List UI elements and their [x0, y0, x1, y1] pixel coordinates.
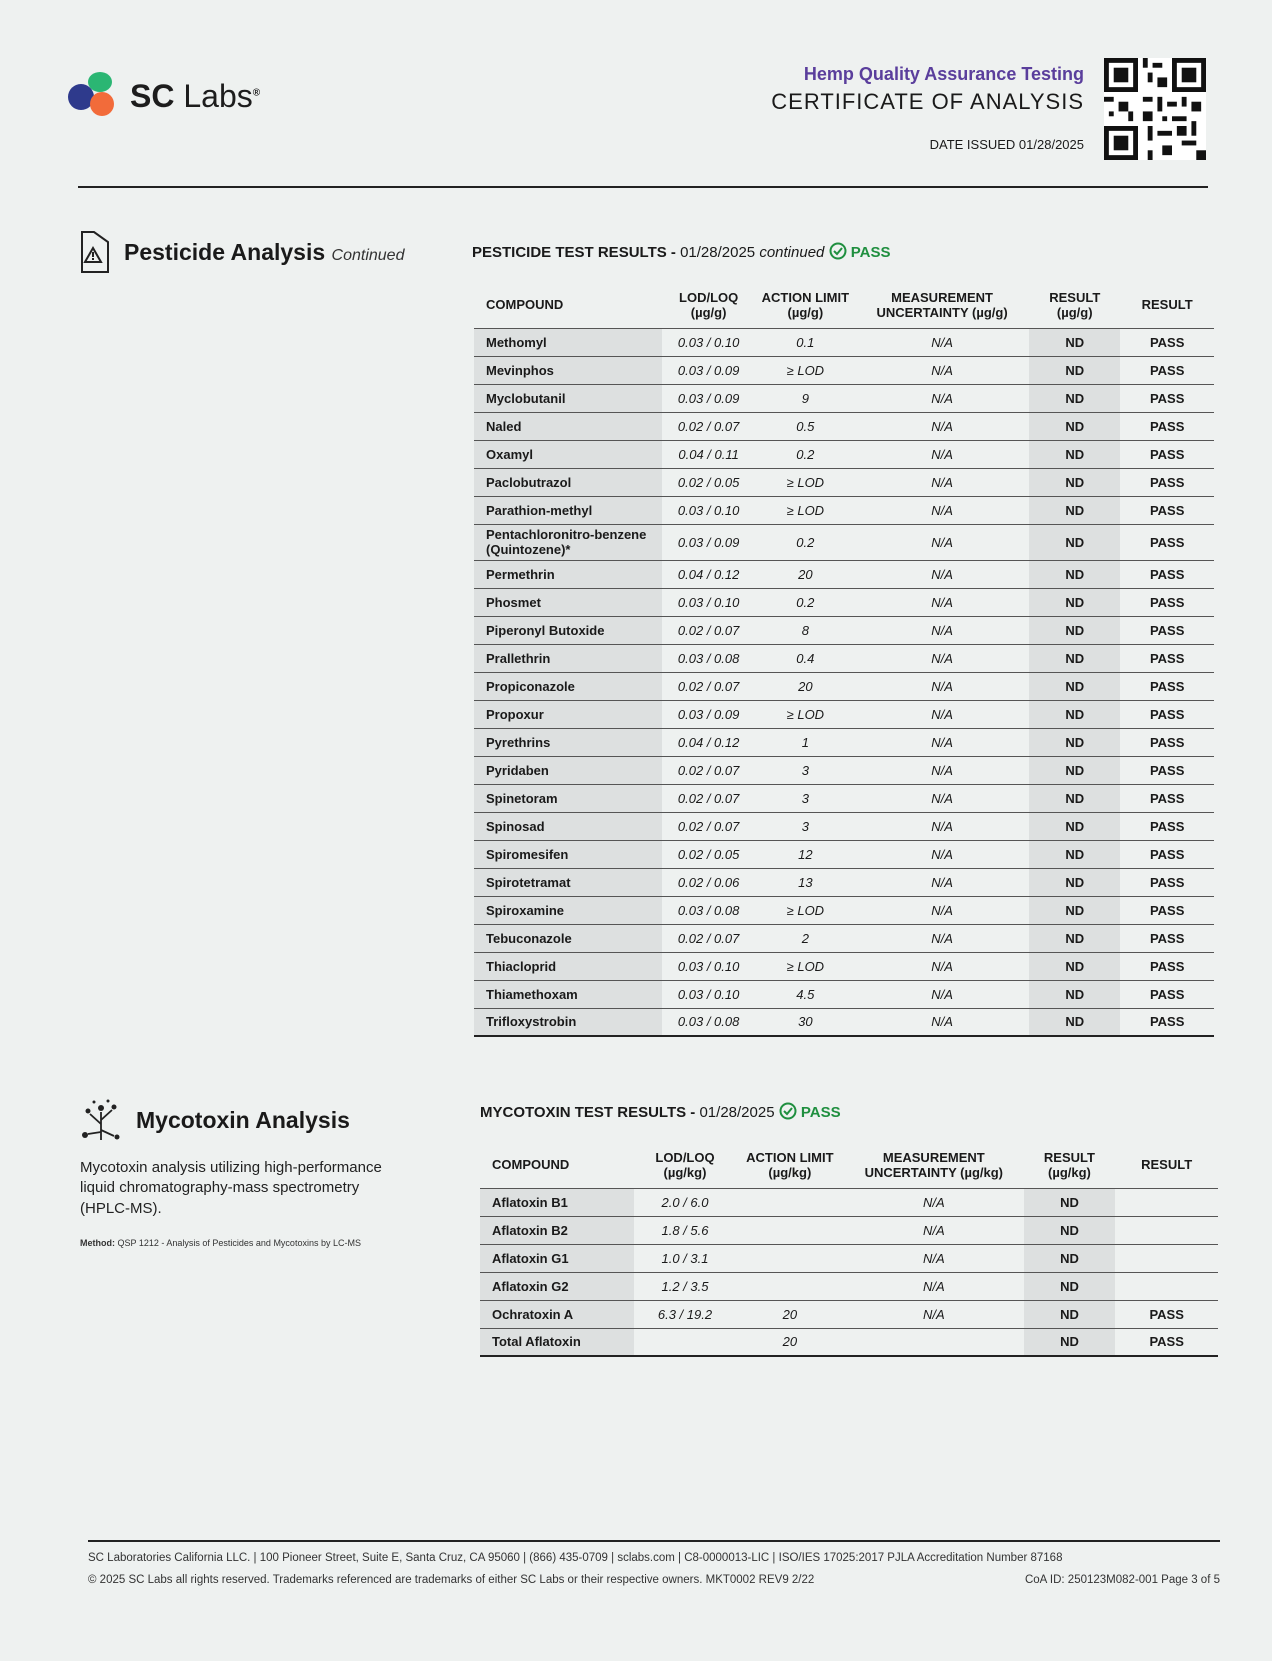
cell-lod-loq: 0.03 / 0.09: [662, 524, 756, 560]
cell-compound: Aflatoxin G1: [480, 1244, 634, 1272]
cell-uncertainty: N/A: [855, 700, 1029, 728]
cell-result: PASS: [1120, 468, 1214, 496]
col-result-value: RESULT (µg/g): [1049, 289, 1101, 320]
cell-compound: Aflatoxin G2: [480, 1272, 634, 1300]
cell-lod-loq: 0.03 / 0.08: [662, 896, 756, 924]
cell-compound: Propiconazole: [474, 672, 662, 700]
cell-result-value: ND: [1024, 1272, 1116, 1300]
mycotoxin-section-title: [80, 1098, 350, 1142]
cell-action-limit: 3: [756, 784, 855, 812]
col-result: RESULT: [1141, 1157, 1193, 1173]
cell-action-limit: [736, 1244, 844, 1272]
cell-uncertainty: N/A: [844, 1216, 1024, 1244]
cell-result: PASS: [1115, 1328, 1218, 1356]
cell-compound: Methomyl: [474, 328, 662, 356]
cell-uncertainty: [844, 1328, 1024, 1356]
cell-result-value: ND: [1029, 924, 1120, 952]
table-row: [474, 756, 1214, 784]
cell-lod-loq: 0.03 / 0.09: [662, 384, 756, 412]
cell-action-limit: 9: [756, 384, 855, 412]
cell-result-value: ND: [1029, 756, 1120, 784]
cell-lod-loq: 0.03 / 0.08: [662, 644, 756, 672]
cell-action-limit: ≥ LOD: [756, 468, 855, 496]
cell-compound: Trifloxystrobin: [474, 1008, 662, 1036]
cell-uncertainty: N/A: [855, 812, 1029, 840]
table-row: [474, 952, 1214, 980]
header-subtitle: Hemp Quality Assurance Testing: [803, 64, 1084, 84]
table-row: [474, 896, 1214, 924]
cell-uncertainty: N/A: [844, 1244, 1024, 1272]
cell-action-limit: ≥ LOD: [756, 896, 855, 924]
cell-result: [1115, 1216, 1218, 1244]
cell-result: [1115, 1188, 1218, 1216]
footer-address: SC Laboratories California LLC. | 100 Pioneer Street, Suite E, Santa Cruz, CA 95060 | (866) 435-0709 | sclabs.com | C8-0000013-LIC | ISO/IES 17025:2017 PJLA Accreditation Number 87168: [88, 1552, 1063, 1564]
cell-uncertainty: N/A: [855, 616, 1029, 644]
cell-result-value: ND: [1024, 1328, 1116, 1356]
table-row: [474, 700, 1214, 728]
footer-copyright-row: [88, 1574, 1220, 1586]
cell-result-value: ND: [1029, 644, 1120, 672]
cell-action-limit: 12: [756, 840, 855, 868]
cell-lod-loq: 0.02 / 0.07: [662, 812, 756, 840]
cell-result-value: ND: [1029, 616, 1120, 644]
cell-uncertainty: N/A: [855, 384, 1029, 412]
check-circle-icon: [779, 1102, 797, 1120]
cell-result: PASS: [1120, 440, 1214, 468]
table-row: [474, 468, 1214, 496]
cell-result: PASS: [1120, 412, 1214, 440]
cell-result-value: ND: [1029, 468, 1120, 496]
cell-action-limit: 3: [756, 812, 855, 840]
cell-uncertainty: N/A: [855, 440, 1029, 468]
cell-result-value: ND: [1029, 812, 1120, 840]
cell-lod-loq: 2.0 / 6.0: [634, 1188, 735, 1216]
cell-result-value: ND: [1024, 1216, 1116, 1244]
cell-lod-loq: 0.02 / 0.05: [662, 468, 756, 496]
cell-action-limit: [736, 1216, 844, 1244]
cell-result-value: ND: [1029, 496, 1120, 524]
cell-uncertainty: N/A: [855, 412, 1029, 440]
cell-result: PASS: [1120, 896, 1214, 924]
cell-result-value: ND: [1024, 1188, 1116, 1216]
footer-copyright: © 2025 SC Labs all rights reserved. Trademarks referenced are trademarks of either SC Labs or their respective owners. MKT0002 REV9 2/22: [88, 1574, 815, 1586]
cell-result: PASS: [1120, 328, 1214, 356]
cell-compound: Spiroxamine: [474, 896, 662, 924]
table-row: [474, 384, 1214, 412]
table-row: [480, 1328, 1218, 1356]
logo-mark: [68, 68, 118, 124]
cell-result-value: ND: [1029, 588, 1120, 616]
table-row: [474, 412, 1214, 440]
col-action-limit: ACTION LIMIT (µg/g): [761, 289, 850, 320]
cell-lod-loq: 0.04 / 0.12: [662, 560, 756, 588]
cell-uncertainty: N/A: [855, 924, 1029, 952]
cell-result: PASS: [1120, 356, 1214, 384]
cell-action-limit: 8: [756, 616, 855, 644]
cell-result: PASS: [1115, 1300, 1218, 1328]
table-row: [480, 1188, 1218, 1216]
cell-action-limit: 1: [756, 728, 855, 756]
cell-lod-loq: 0.03 / 0.10: [662, 588, 756, 616]
cell-lod-loq: 0.03 / 0.09: [662, 700, 756, 728]
cell-lod-loq: 0.03 / 0.10: [662, 952, 756, 980]
cell-lod-loq: 0.02 / 0.07: [662, 924, 756, 952]
cell-uncertainty: N/A: [844, 1300, 1024, 1328]
cell-result-value: ND: [1029, 784, 1120, 812]
cell-result: PASS: [1120, 812, 1214, 840]
cell-uncertainty: N/A: [855, 868, 1029, 896]
cell-action-limit: 2: [756, 924, 855, 952]
cell-result: PASS: [1120, 1008, 1214, 1036]
cell-result: PASS: [1120, 784, 1214, 812]
check-circle-icon: [829, 242, 847, 260]
cell-uncertainty: N/A: [855, 784, 1029, 812]
cell-action-limit: [736, 1188, 844, 1216]
cell-action-limit: ≥ LOD: [756, 952, 855, 980]
logo-wordmark: SC Labs®: [130, 77, 261, 114]
cell-compound: Thiamethoxam: [474, 980, 662, 1008]
cell-action-limit: ≥ LOD: [756, 356, 855, 384]
mycotoxin-spore-icon: [80, 1098, 122, 1142]
header-divider: [78, 186, 1208, 188]
cell-action-limit: ≥ LOD: [756, 496, 855, 524]
cell-compound: Aflatoxin B2: [480, 1216, 634, 1244]
cell-lod-loq: [634, 1328, 735, 1356]
cell-uncertainty: N/A: [855, 728, 1029, 756]
cell-lod-loq: 0.02 / 0.07: [662, 756, 756, 784]
mycotoxin-method: Method: QSP 1212 - Analysis of Pesticides and Mycotoxins by LC-MS: [80, 1238, 361, 1248]
cell-action-limit: 20: [736, 1300, 844, 1328]
col-lod-loq: LOD/LOQ (µg/g): [679, 289, 739, 320]
cell-compound: Total Aflatoxin: [480, 1328, 634, 1356]
cell-uncertainty: N/A: [855, 1008, 1029, 1036]
cell-compound: Spirotetramat: [474, 868, 662, 896]
table-row: [474, 672, 1214, 700]
cell-action-limit: ≥ LOD: [756, 700, 855, 728]
table-row: [474, 644, 1214, 672]
cell-compound: Permethrin: [474, 560, 662, 588]
cell-action-limit: 0.2: [756, 524, 855, 560]
cell-uncertainty: N/A: [855, 672, 1029, 700]
cell-compound: Oxamyl: [474, 440, 662, 468]
cell-result: PASS: [1120, 756, 1214, 784]
col-result: RESULT: [1141, 297, 1193, 313]
table-row: [474, 440, 1214, 468]
cell-compound: Pyrethrins: [474, 728, 662, 756]
cell-result: [1115, 1272, 1218, 1300]
cell-lod-loq: 0.03 / 0.10: [662, 328, 756, 356]
cell-result-value: ND: [1029, 328, 1120, 356]
cell-lod-loq: 0.02 / 0.07: [662, 672, 756, 700]
document-header: [771, 64, 1084, 152]
pesticide-results-heading: PESTICIDE TEST RESULTS - 01/28/2025 continued PASS: [472, 244, 891, 261]
cell-result-value: ND: [1029, 440, 1120, 468]
table-row: [474, 588, 1214, 616]
cell-result: PASS: [1120, 644, 1214, 672]
table-row: [474, 356, 1214, 384]
cell-result-value: ND: [1024, 1300, 1116, 1328]
cell-result-value: ND: [1029, 524, 1120, 560]
table-row: [480, 1300, 1218, 1328]
cell-action-limit: 4.5: [756, 980, 855, 1008]
cell-uncertainty: N/A: [844, 1272, 1024, 1300]
pesticide-pass-badge: PASS: [829, 244, 891, 261]
table-row: [474, 496, 1214, 524]
col-action-limit: ACTION LIMIT (µg/kg): [746, 1149, 834, 1180]
cell-uncertainty: N/A: [855, 952, 1029, 980]
cell-result: PASS: [1120, 952, 1214, 980]
mycotoxin-description: Mycotoxin analysis utilizing high-performance liquid chromatography-mass spectrometry (HPLC-MS).: [80, 1159, 382, 1217]
table-row: [474, 560, 1214, 588]
cell-result: PASS: [1120, 868, 1214, 896]
cell-lod-loq: 0.03 / 0.09: [662, 356, 756, 384]
cell-uncertainty: N/A: [855, 840, 1029, 868]
table-row: [474, 328, 1214, 356]
col-uncertainty: MEASUREMENT UNCERTAINTY (µg/g): [876, 289, 1008, 320]
cell-action-limit: 3: [756, 756, 855, 784]
cell-action-limit: 0.5: [756, 412, 855, 440]
cell-lod-loq: 0.03 / 0.10: [662, 496, 756, 524]
cell-uncertainty: N/A: [855, 328, 1029, 356]
cell-compound: Naled: [474, 412, 662, 440]
table-row: [474, 524, 1214, 560]
cell-compound: Pyridaben: [474, 756, 662, 784]
cell-result-value: ND: [1029, 412, 1120, 440]
cell-result: PASS: [1120, 384, 1214, 412]
mycotoxin-title: Mycotoxin Analysis: [136, 1106, 350, 1133]
table-row: [474, 868, 1214, 896]
cell-result: PASS: [1120, 840, 1214, 868]
cell-uncertainty: N/A: [855, 644, 1029, 672]
cell-uncertainty: N/A: [855, 496, 1029, 524]
cell-compound: Spinetoram: [474, 784, 662, 812]
cell-result-value: ND: [1029, 672, 1120, 700]
cell-uncertainty: N/A: [855, 524, 1029, 560]
cell-compound: Mevinphos: [474, 356, 662, 384]
cell-result-value: ND: [1024, 1244, 1116, 1272]
cell-compound: Ochratoxin A: [480, 1300, 634, 1328]
cell-uncertainty: N/A: [855, 356, 1029, 384]
cell-lod-loq: 0.04 / 0.12: [662, 728, 756, 756]
cell-compound: Paclobutrazol: [474, 468, 662, 496]
cell-compound: Aflatoxin B1: [480, 1188, 634, 1216]
cell-lod-loq: 0.02 / 0.07: [662, 412, 756, 440]
cell-result: PASS: [1120, 560, 1214, 588]
cell-result: [1115, 1244, 1218, 1272]
pesticide-section-title: [76, 230, 404, 274]
pesticide-results-table: [474, 282, 1214, 1037]
cell-action-limit: 0.2: [756, 588, 855, 616]
cell-uncertainty: N/A: [855, 896, 1029, 924]
col-compound: COMPOUND: [486, 297, 564, 313]
table-row: [474, 980, 1214, 1008]
cell-lod-loq: 1.8 / 5.6: [634, 1216, 735, 1244]
pesticide-title: Pesticide Analysis Continued: [124, 238, 405, 265]
col-uncertainty: MEASUREMENT UNCERTAINTY (µg/kg): [864, 1149, 1004, 1180]
cell-compound: Tebuconazole: [474, 924, 662, 952]
cell-lod-loq: 0.02 / 0.07: [662, 784, 756, 812]
cell-compound: Myclobutanil: [474, 384, 662, 412]
cell-lod-loq: 1.0 / 3.1: [634, 1244, 735, 1272]
table-row: [474, 728, 1214, 756]
cell-action-limit: 0.1: [756, 328, 855, 356]
col-compound: COMPOUND: [492, 1157, 570, 1173]
cell-action-limit: 0.4: [756, 644, 855, 672]
cell-uncertainty: N/A: [855, 468, 1029, 496]
cell-result-value: ND: [1029, 840, 1120, 868]
cell-lod-loq: 0.02 / 0.06: [662, 868, 756, 896]
cell-lod-loq: 0.02 / 0.05: [662, 840, 756, 868]
cell-result-value: ND: [1029, 952, 1120, 980]
cell-result-value: ND: [1029, 700, 1120, 728]
cell-result-value: ND: [1029, 560, 1120, 588]
cell-action-limit: 13: [756, 868, 855, 896]
cell-lod-loq: 0.03 / 0.10: [662, 980, 756, 1008]
cell-result-value: ND: [1029, 868, 1120, 896]
footer-coa-id: CoA ID: 250123M082-001 Page 3 of 5: [1024, 1574, 1220, 1586]
pesticide-container-icon: [76, 230, 110, 274]
cell-compound: Pentachloronitro-benzene (Quintozene)*: [474, 524, 662, 560]
table-row: [480, 1244, 1218, 1272]
cell-action-limit: 20: [756, 672, 855, 700]
cell-compound: Spiromesifen: [474, 840, 662, 868]
col-result-value: RESULT (µg/kg): [1043, 1149, 1095, 1180]
cell-uncertainty: N/A: [855, 980, 1029, 1008]
cell-result-value: ND: [1029, 356, 1120, 384]
cell-lod-loq: 0.03 / 0.08: [662, 1008, 756, 1036]
cell-uncertainty: N/A: [844, 1188, 1024, 1216]
cell-compound: Phosmet: [474, 588, 662, 616]
table-row: [474, 924, 1214, 952]
cell-compound: Propoxur: [474, 700, 662, 728]
cell-result: PASS: [1120, 728, 1214, 756]
table-row: [474, 1008, 1214, 1036]
cell-lod-loq: 0.02 / 0.07: [662, 616, 756, 644]
cell-result-value: ND: [1029, 384, 1120, 412]
date-issued: DATE ISSUED 01/28/2025: [929, 137, 1084, 152]
cell-result-value: ND: [1029, 896, 1120, 924]
cell-uncertainty: N/A: [855, 560, 1029, 588]
cell-lod-loq: 0.04 / 0.11: [662, 440, 756, 468]
cell-result: PASS: [1120, 700, 1214, 728]
cell-result-value: ND: [1029, 1008, 1120, 1036]
cell-compound: Parathion-methyl: [474, 496, 662, 524]
cell-result: PASS: [1120, 616, 1214, 644]
cell-result: PASS: [1120, 524, 1214, 560]
cell-result: PASS: [1120, 496, 1214, 524]
cell-action-limit: 0.2: [756, 440, 855, 468]
cell-result: PASS: [1120, 980, 1214, 1008]
cell-result-value: ND: [1029, 728, 1120, 756]
cell-action-limit: 20: [736, 1328, 844, 1356]
cell-result: PASS: [1120, 924, 1214, 952]
table-row: [474, 812, 1214, 840]
sc-labs-logo: [68, 68, 260, 124]
mycotoxin-results-table: [480, 1142, 1218, 1357]
cell-compound: Spinosad: [474, 812, 662, 840]
cell-compound: Piperonyl Butoxide: [474, 616, 662, 644]
cell-result: PASS: [1120, 672, 1214, 700]
cell-action-limit: 30: [756, 1008, 855, 1036]
cell-result: PASS: [1120, 588, 1214, 616]
table-row: [474, 840, 1214, 868]
cell-action-limit: 20: [756, 560, 855, 588]
qr-code-icon: [1104, 58, 1206, 160]
cell-lod-loq: 6.3 / 19.2: [634, 1300, 735, 1328]
table-row: [474, 784, 1214, 812]
table-row: [480, 1272, 1218, 1300]
header-title: CERTIFICATE OF ANALYSIS: [771, 89, 1084, 114]
footer-divider: [88, 1540, 1220, 1542]
table-row: [474, 616, 1214, 644]
cell-lod-loq: 1.2 / 3.5: [634, 1272, 735, 1300]
cell-compound: Prallethrin: [474, 644, 662, 672]
mycotoxin-pass-badge: PASS: [779, 1104, 841, 1121]
mycotoxin-results-heading: MYCOTOXIN TEST RESULTS - 01/28/2025 PASS: [480, 1104, 841, 1121]
cell-compound: Thiacloprid: [474, 952, 662, 980]
cell-uncertainty: N/A: [855, 756, 1029, 784]
col-lod-loq: LOD/LOQ (µg/kg): [655, 1149, 715, 1180]
cell-uncertainty: N/A: [855, 588, 1029, 616]
table-row: [480, 1216, 1218, 1244]
cell-action-limit: [736, 1272, 844, 1300]
cell-result-value: ND: [1029, 980, 1120, 1008]
